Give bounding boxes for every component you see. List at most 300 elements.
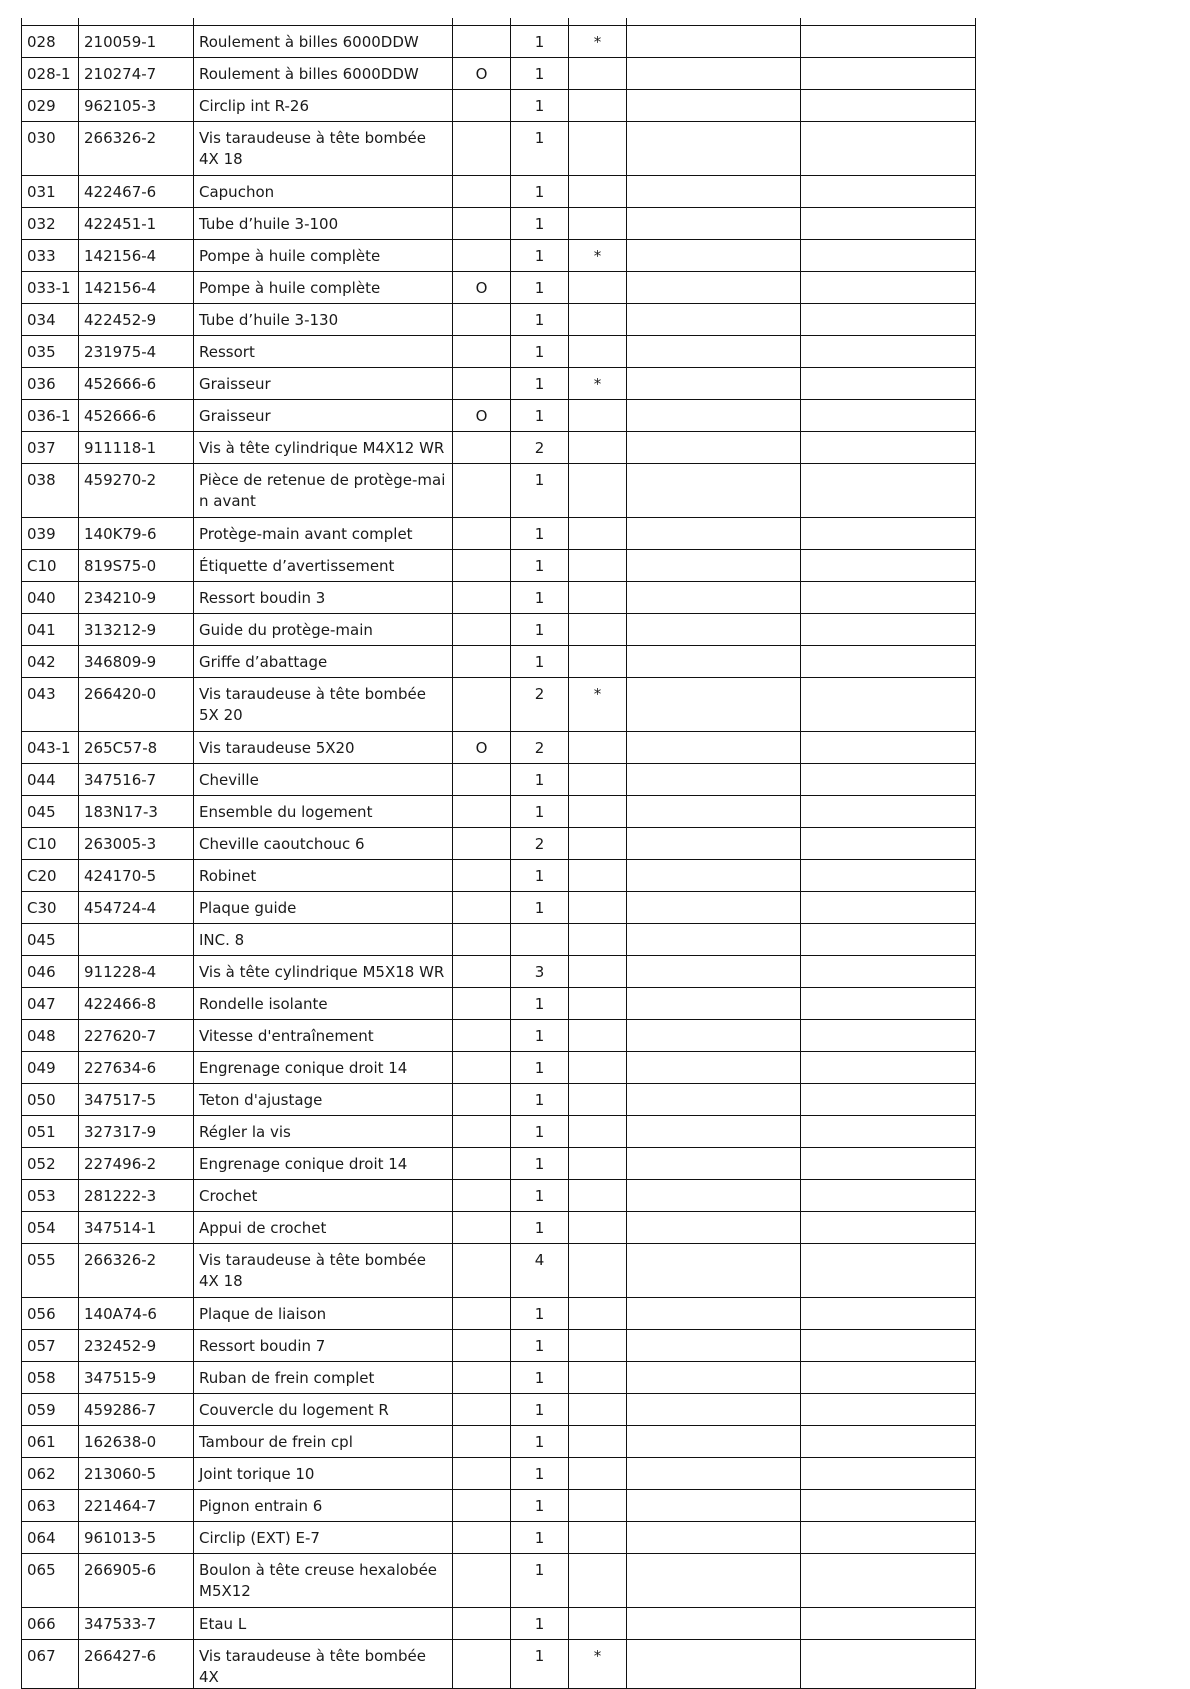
ref-cell: 042: [22, 645, 79, 677]
quantity-cell: 1: [511, 1457, 569, 1489]
blank-cell-b: [801, 859, 976, 891]
quantity-cell: 1: [511, 1211, 569, 1243]
description-cell: Engrenage conique droit 14: [194, 1147, 453, 1179]
blank-cell-a: [627, 955, 801, 987]
ref-cell: 032: [22, 207, 79, 239]
part-number-cell: 227496-2: [79, 1147, 194, 1179]
ref-cell: 033-1: [22, 271, 79, 303]
option-cell: O: [453, 399, 511, 431]
table-row: [22, 891, 976, 923]
note-cell: *: [569, 677, 627, 731]
table-top-edge: [22, 18, 976, 25]
quantity-cell: 1: [511, 1179, 569, 1211]
ref-cell: 038: [22, 463, 79, 517]
option-cell: [453, 763, 511, 795]
option-cell: [453, 645, 511, 677]
table-row: [22, 367, 976, 399]
blank-cell-a: [627, 367, 801, 399]
table-row: [22, 57, 976, 89]
part-number-cell: 459270-2: [79, 463, 194, 517]
option-cell: O: [453, 731, 511, 763]
ref-cell: 062: [22, 1457, 79, 1489]
note-cell: [569, 1019, 627, 1051]
blank-cell-b: [801, 399, 976, 431]
quantity-cell: 1: [511, 1521, 569, 1553]
table-row: [22, 175, 976, 207]
ref-cell: 037: [22, 431, 79, 463]
quantity-cell: 1: [511, 367, 569, 399]
part-number-cell: 346809-9: [79, 645, 194, 677]
part-number-cell: 347514-1: [79, 1211, 194, 1243]
option-cell: O: [453, 271, 511, 303]
part-number-cell: 911118-1: [79, 431, 194, 463]
blank-cell-a: [627, 335, 801, 367]
table-row: [22, 431, 976, 463]
table-row: [22, 1393, 976, 1425]
part-number-cell: 347515-9: [79, 1361, 194, 1393]
description-cell: Vis taraudeuse à tête bombée 4X 18: [194, 121, 453, 175]
blank-cell-a: [627, 399, 801, 431]
part-number-cell: 263005-3: [79, 827, 194, 859]
part-number-cell: 227634-6: [79, 1051, 194, 1083]
note-cell: [569, 1361, 627, 1393]
note-cell: [569, 399, 627, 431]
description-cell: Roulement à billes 6000DDW: [194, 57, 453, 89]
part-number-cell: 424170-5: [79, 859, 194, 891]
option-cell: [453, 25, 511, 57]
ref-cell: C10: [22, 827, 79, 859]
note-cell: [569, 1457, 627, 1489]
note-cell: [569, 1297, 627, 1329]
description-cell: Rondelle isolante: [194, 987, 453, 1019]
note-cell: [569, 57, 627, 89]
parts-table-body: [22, 18, 976, 1688]
blank-cell-a: [627, 239, 801, 271]
blank-cell-a: [627, 859, 801, 891]
ref-cell: 045: [22, 923, 79, 955]
blank-cell-b: [801, 1147, 976, 1179]
blank-cell-b: [801, 731, 976, 763]
ref-cell: 039: [22, 517, 79, 549]
blank-cell-a: [627, 1211, 801, 1243]
blank-cell-b: [801, 517, 976, 549]
blank-cell-b: [801, 581, 976, 613]
note-cell: [569, 827, 627, 859]
option-cell: [453, 1115, 511, 1147]
ref-cell: 040: [22, 581, 79, 613]
part-number-cell: 911228-4: [79, 955, 194, 987]
blank-cell-a: [627, 57, 801, 89]
part-number-cell: 162638-0: [79, 1425, 194, 1457]
blank-cell-a: [627, 1243, 801, 1297]
blank-cell-b: [801, 335, 976, 367]
ref-cell: 036-1: [22, 399, 79, 431]
description-cell: Teton d'ajustage: [194, 1083, 453, 1115]
option-cell: [453, 431, 511, 463]
blank-cell-a: [627, 1179, 801, 1211]
description-cell: Protège-main avant complet: [194, 517, 453, 549]
option-cell: [453, 239, 511, 271]
option-cell: [453, 303, 511, 335]
part-number-cell: 213060-5: [79, 1457, 194, 1489]
blank-cell-b: [801, 271, 976, 303]
part-number-cell: 327317-9: [79, 1115, 194, 1147]
description-cell: Vitesse d'entraînement: [194, 1019, 453, 1051]
blank-cell-a: [627, 613, 801, 645]
quantity-cell: 2: [511, 431, 569, 463]
blank-cell-a: [627, 987, 801, 1019]
quantity-cell: 1: [511, 121, 569, 175]
quantity-cell: 2: [511, 731, 569, 763]
part-number-cell: 422467-6: [79, 175, 194, 207]
blank-cell-a: [627, 1083, 801, 1115]
note-cell: [569, 763, 627, 795]
blank-cell-a: [627, 1457, 801, 1489]
ref-cell: 031: [22, 175, 79, 207]
quantity-cell: 1: [511, 1361, 569, 1393]
quantity-cell: 1: [511, 463, 569, 517]
quantity-cell: 1: [511, 57, 569, 89]
part-number-cell: 422466-8: [79, 987, 194, 1019]
description-cell: Robinet: [194, 859, 453, 891]
description-cell: Pièce de retenue de protège-mai n avant: [194, 463, 453, 517]
blank-cell-b: [801, 463, 976, 517]
option-cell: [453, 175, 511, 207]
description-cell: Capuchon: [194, 175, 453, 207]
table-row: [22, 463, 976, 517]
part-number-cell: 452666-6: [79, 367, 194, 399]
description-cell: Ressort boudin 7: [194, 1329, 453, 1361]
parts-list-sheet: [21, 18, 975, 1689]
quantity-cell: 1: [511, 1019, 569, 1051]
note-cell: [569, 1211, 627, 1243]
ref-cell: 066: [22, 1607, 79, 1639]
quantity-cell: 1: [511, 1083, 569, 1115]
option-cell: [453, 1211, 511, 1243]
description-cell: Vis taraudeuse à tête bombée 5X 20: [194, 677, 453, 731]
note-cell: [569, 1115, 627, 1147]
quantity-cell: 1: [511, 1329, 569, 1361]
quantity-cell: 2: [511, 827, 569, 859]
note-cell: [569, 303, 627, 335]
table-row: [22, 399, 976, 431]
ref-cell: 054: [22, 1211, 79, 1243]
table-row: [22, 1179, 976, 1211]
blank-cell-b: [801, 1489, 976, 1521]
table-row: [22, 517, 976, 549]
part-number-cell: 962105-3: [79, 89, 194, 121]
blank-cell-a: [627, 1329, 801, 1361]
description-cell: Pompe à huile complète: [194, 271, 453, 303]
table-row: [22, 1243, 976, 1297]
part-number-cell: 422451-1: [79, 207, 194, 239]
blank-cell-a: [627, 207, 801, 239]
part-number-cell: 459286-7: [79, 1393, 194, 1425]
blank-cell-b: [801, 175, 976, 207]
option-cell: [453, 1457, 511, 1489]
blank-cell-a: [627, 1489, 801, 1521]
option-cell: [453, 1607, 511, 1639]
quantity-cell: 1: [511, 1297, 569, 1329]
description-cell: Cheville: [194, 763, 453, 795]
note-cell: [569, 613, 627, 645]
table-row: [22, 645, 976, 677]
description-cell: Régler la vis: [194, 1115, 453, 1147]
table-row: [22, 335, 976, 367]
ref-cell: 044: [22, 763, 79, 795]
option-cell: [453, 581, 511, 613]
note-cell: [569, 335, 627, 367]
option-cell: [453, 1051, 511, 1083]
quantity-cell: [511, 923, 569, 955]
quantity-cell: 2: [511, 677, 569, 731]
quantity-cell: 1: [511, 175, 569, 207]
blank-cell-a: [627, 1019, 801, 1051]
note-cell: [569, 517, 627, 549]
quantity-cell: 1: [511, 613, 569, 645]
blank-cell-b: [801, 1297, 976, 1329]
option-cell: [453, 549, 511, 581]
option-cell: [453, 1425, 511, 1457]
quantity-cell: 1: [511, 207, 569, 239]
table-row: [22, 303, 976, 335]
ref-cell: 064: [22, 1521, 79, 1553]
description-cell: Ruban de frein complet: [194, 1361, 453, 1393]
quantity-cell: 1: [511, 1425, 569, 1457]
table-row: [22, 1297, 976, 1329]
description-cell: INC. 8: [194, 923, 453, 955]
ref-cell: 049: [22, 1051, 79, 1083]
quantity-cell: 1: [511, 399, 569, 431]
option-cell: [453, 827, 511, 859]
option-cell: [453, 1179, 511, 1211]
option-cell: [453, 1361, 511, 1393]
note-cell: [569, 1607, 627, 1639]
option-cell: [453, 987, 511, 1019]
option-cell: [453, 1329, 511, 1361]
blank-cell-b: [801, 955, 976, 987]
ref-cell: 067: [22, 1639, 79, 1688]
blank-cell-b: [801, 987, 976, 1019]
part-number-cell: 313212-9: [79, 613, 194, 645]
table-row: [22, 1051, 976, 1083]
description-cell: Cheville caoutchouc 6: [194, 827, 453, 859]
quantity-cell: 1: [511, 517, 569, 549]
note-cell: [569, 463, 627, 517]
note-cell: [569, 955, 627, 987]
blank-cell-b: [801, 57, 976, 89]
description-cell: Tambour de frein cpl: [194, 1425, 453, 1457]
ref-cell: 028-1: [22, 57, 79, 89]
note-cell: [569, 795, 627, 827]
description-cell: Vis à tête cylindrique M5X18 WR: [194, 955, 453, 987]
option-cell: [453, 859, 511, 891]
blank-cell-a: [627, 89, 801, 121]
option-cell: [453, 335, 511, 367]
part-number-cell: 266326-2: [79, 121, 194, 175]
ref-cell: C10: [22, 549, 79, 581]
description-cell: Appui de crochet: [194, 1211, 453, 1243]
note-cell: [569, 1147, 627, 1179]
note-cell: [569, 121, 627, 175]
description-cell: Plaque de liaison: [194, 1297, 453, 1329]
blank-cell-a: [627, 1361, 801, 1393]
note-cell: [569, 645, 627, 677]
note-cell: [569, 271, 627, 303]
part-number-cell: [79, 923, 194, 955]
option-cell: [453, 955, 511, 987]
option-cell: [453, 89, 511, 121]
note-cell: [569, 1489, 627, 1521]
ref-cell: 043: [22, 677, 79, 731]
note-cell: [569, 1393, 627, 1425]
table-row: [22, 1489, 976, 1521]
description-cell: Graisseur: [194, 367, 453, 399]
blank-cell-a: [627, 431, 801, 463]
description-cell: Griffe d’abattage: [194, 645, 453, 677]
part-number-cell: 210059-1: [79, 25, 194, 57]
blank-cell-a: [627, 581, 801, 613]
quantity-cell: 1: [511, 987, 569, 1019]
blank-cell-b: [801, 1115, 976, 1147]
quantity-cell: 1: [511, 303, 569, 335]
blank-cell-b: [801, 763, 976, 795]
option-cell: [453, 1019, 511, 1051]
blank-cell-a: [627, 121, 801, 175]
blank-cell-b: [801, 613, 976, 645]
table-row: [22, 581, 976, 613]
ref-cell: 034: [22, 303, 79, 335]
table-row: [22, 859, 976, 891]
note-cell: [569, 1051, 627, 1083]
blank-cell-a: [627, 677, 801, 731]
part-number-cell: 142156-4: [79, 239, 194, 271]
ref-cell: 058: [22, 1361, 79, 1393]
part-number-cell: 819S75-0: [79, 549, 194, 581]
blank-cell-a: [627, 1425, 801, 1457]
note-cell: [569, 1083, 627, 1115]
note-cell: [569, 1329, 627, 1361]
table-row: [22, 1425, 976, 1457]
table-row: [22, 955, 976, 987]
table-row: [22, 271, 976, 303]
ref-cell: 028: [22, 25, 79, 57]
ref-cell: 065: [22, 1553, 79, 1607]
blank-cell-b: [801, 207, 976, 239]
description-cell: Couvercle du logement R: [194, 1393, 453, 1425]
description-cell: Joint torique 10: [194, 1457, 453, 1489]
table-row: [22, 1639, 976, 1688]
quantity-cell: 1: [511, 89, 569, 121]
blank-cell-b: [801, 1521, 976, 1553]
note-cell: [569, 89, 627, 121]
blank-cell-b: [801, 1425, 976, 1457]
blank-cell-b: [801, 1361, 976, 1393]
blank-cell-a: [627, 1521, 801, 1553]
blank-cell-b: [801, 645, 976, 677]
part-number-cell: 281222-3: [79, 1179, 194, 1211]
note-cell: [569, 581, 627, 613]
ref-cell: 041: [22, 613, 79, 645]
description-cell: Tube d’huile 3-130: [194, 303, 453, 335]
description-cell: Ressort boudin 3: [194, 581, 453, 613]
option-cell: O: [453, 57, 511, 89]
part-number-cell: 452666-6: [79, 399, 194, 431]
ref-cell: C20: [22, 859, 79, 891]
parts-table: [21, 18, 976, 1689]
part-number-cell: 142156-4: [79, 271, 194, 303]
table-row: [22, 25, 976, 57]
ref-cell: 048: [22, 1019, 79, 1051]
table-row: [22, 763, 976, 795]
description-cell: Crochet: [194, 1179, 453, 1211]
blank-cell-b: [801, 549, 976, 581]
note-cell: [569, 923, 627, 955]
ref-cell: 043-1: [22, 731, 79, 763]
quantity-cell: 3: [511, 955, 569, 987]
description-cell: Guide du protège-main: [194, 613, 453, 645]
table-row: [22, 677, 976, 731]
ref-cell: 053: [22, 1179, 79, 1211]
blank-cell-b: [801, 1083, 976, 1115]
option-cell: [453, 677, 511, 731]
option-cell: [453, 367, 511, 399]
description-cell: Vis taraudeuse à tête bombée 4X: [194, 1639, 453, 1688]
blank-cell-a: [627, 303, 801, 335]
blank-cell-b: [801, 367, 976, 399]
note-cell: *: [569, 367, 627, 399]
blank-cell-a: [627, 1607, 801, 1639]
ref-cell: 052: [22, 1147, 79, 1179]
blank-cell-a: [627, 827, 801, 859]
description-cell: Pompe à huile complète: [194, 239, 453, 271]
part-number-cell: 231975-4: [79, 335, 194, 367]
table-row: [22, 1607, 976, 1639]
table-row: [22, 1521, 976, 1553]
table-row: [22, 923, 976, 955]
blank-cell-a: [627, 1147, 801, 1179]
note-cell: [569, 987, 627, 1019]
blank-cell-b: [801, 1607, 976, 1639]
description-cell: Graisseur: [194, 399, 453, 431]
option-cell: [453, 613, 511, 645]
part-number-cell: 347533-7: [79, 1607, 194, 1639]
blank-cell-b: [801, 1179, 976, 1211]
blank-cell-b: [801, 923, 976, 955]
note-cell: [569, 859, 627, 891]
ref-cell: 029: [22, 89, 79, 121]
quantity-cell: 1: [511, 335, 569, 367]
ref-cell: 057: [22, 1329, 79, 1361]
description-cell: Vis taraudeuse à tête bombée 4X 18: [194, 1243, 453, 1297]
quantity-cell: 1: [511, 795, 569, 827]
note-cell: [569, 1425, 627, 1457]
part-number-cell: 140K79-6: [79, 517, 194, 549]
quantity-cell: 1: [511, 239, 569, 271]
note-cell: [569, 549, 627, 581]
table-row: [22, 987, 976, 1019]
note-cell: *: [569, 25, 627, 57]
blank-cell-a: [627, 923, 801, 955]
blank-cell-b: [801, 1019, 976, 1051]
ref-cell: 036: [22, 367, 79, 399]
blank-cell-b: [801, 431, 976, 463]
note-cell: [569, 1179, 627, 1211]
quantity-cell: 1: [511, 1147, 569, 1179]
blank-cell-b: [801, 1553, 976, 1607]
blank-cell-b: [801, 795, 976, 827]
blank-cell-b: [801, 239, 976, 271]
